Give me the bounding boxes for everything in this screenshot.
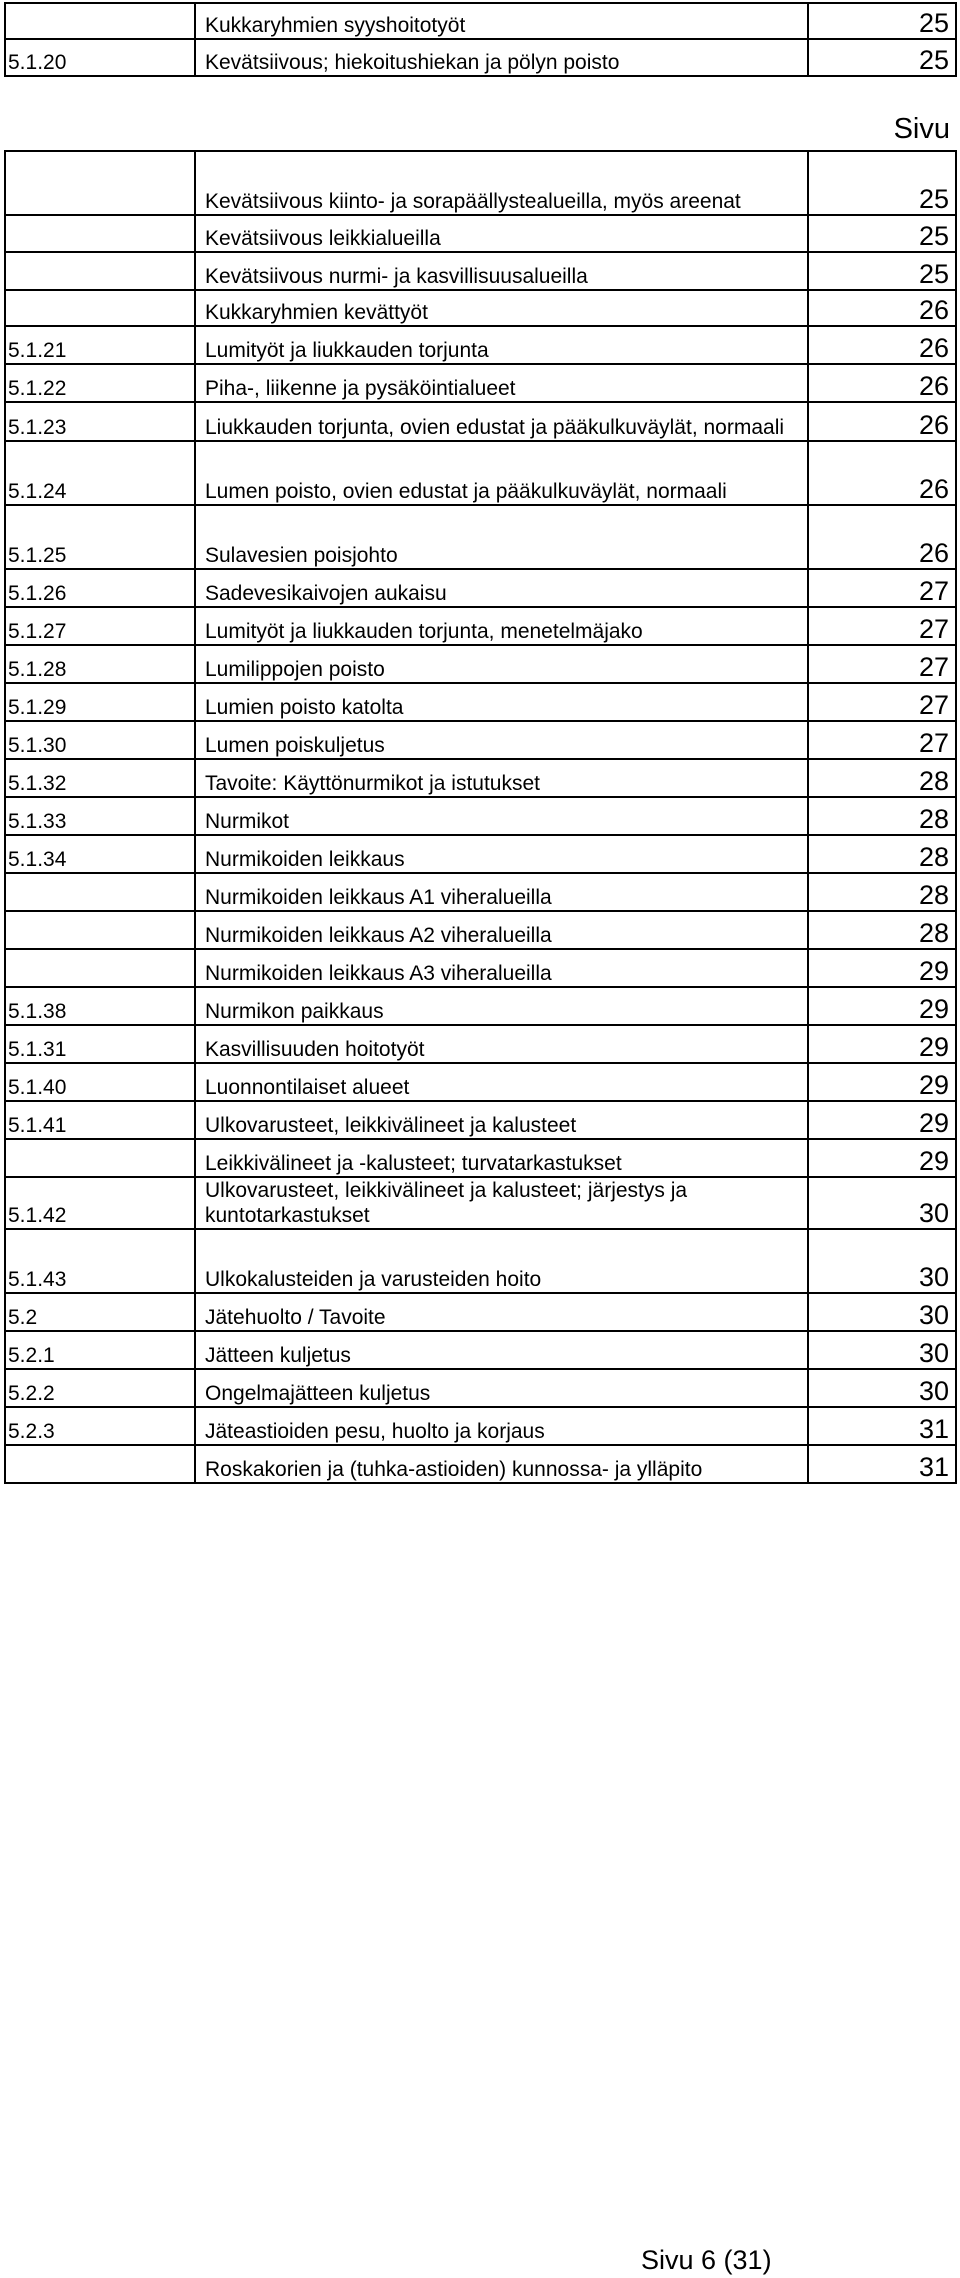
section-number: 5.1.20 xyxy=(5,39,195,76)
toc-row xyxy=(5,441,956,505)
toc-row xyxy=(5,1369,956,1407)
section-number xyxy=(5,252,195,290)
page-number: 30 xyxy=(808,1369,956,1407)
section-number: 5.2.3 xyxy=(5,1407,195,1445)
page-footer: Sivu 6 (31) xyxy=(641,2245,772,2275)
section-number xyxy=(5,1139,195,1177)
section-title: Ulkovarusteet, leikkivälineet ja kalusteet xyxy=(195,1101,808,1139)
page-number: 29 xyxy=(808,1025,956,1063)
page-number: 31 xyxy=(808,1407,956,1445)
page-number: 28 xyxy=(808,911,956,949)
section-title: Ongelmajätteen kuljetus xyxy=(195,1369,808,1407)
toc-row xyxy=(5,364,956,402)
section-number: 5.1.28 xyxy=(5,645,195,683)
toc-table-main xyxy=(4,150,957,1484)
section-title: Nurmikon paikkaus xyxy=(195,987,808,1025)
toc-row xyxy=(5,215,956,252)
section-number: 5.1.38 xyxy=(5,987,195,1025)
section-title: Sadevesikaivojen aukaisu xyxy=(195,569,808,607)
toc-row xyxy=(5,1101,956,1139)
section-title: Leikkivälineet ja -kalusteet; turvatarkastukset xyxy=(195,1139,808,1177)
page-number: 30 xyxy=(808,1331,956,1369)
section-number: 5.1.33 xyxy=(5,797,195,835)
toc-row xyxy=(5,645,956,683)
section-number xyxy=(5,3,195,39)
page-number: 26 xyxy=(808,364,956,402)
page-number: 26 xyxy=(808,402,956,441)
toc-row xyxy=(5,987,956,1025)
toc-row xyxy=(5,151,956,215)
toc-row xyxy=(5,759,956,797)
page-number: 28 xyxy=(808,759,956,797)
section-title: Nurmikoiden leikkaus xyxy=(195,835,808,873)
section-title: Liukkauden torjunta, ovien edustat ja pääkulkuväylät, normaali xyxy=(195,402,808,441)
toc-row xyxy=(5,721,956,759)
section-title: Jätehuolto / Tavoite xyxy=(195,1293,808,1331)
toc-row xyxy=(5,1229,956,1293)
section-number xyxy=(5,1445,195,1483)
section-title: Jätteen kuljetus xyxy=(195,1331,808,1369)
toc-row xyxy=(5,252,956,290)
section-title: Nurmikoiden leikkaus A3 viheralueilla xyxy=(195,949,808,987)
toc-row xyxy=(5,1293,956,1331)
page-number: 29 xyxy=(808,987,956,1025)
toc-row xyxy=(5,1331,956,1369)
section-title: Roskakorien ja (tuhka-astioiden) kunnossa- ja ylläpito xyxy=(195,1445,808,1483)
toc-row xyxy=(5,1177,956,1229)
section-title: Ulkokalusteiden ja varusteiden hoito xyxy=(195,1229,808,1293)
section-number: 5.1.42 xyxy=(5,1177,195,1229)
page-number: 30 xyxy=(808,1177,956,1229)
page-number: 27 xyxy=(808,569,956,607)
section-number: 5.1.29 xyxy=(5,683,195,721)
page-number: 26 xyxy=(808,441,956,505)
section-title: Kasvillisuuden hoitotyöt xyxy=(195,1025,808,1063)
section-title: Sulavesien poisjohto xyxy=(195,505,808,569)
section-number: 5.1.31 xyxy=(5,1025,195,1063)
page-number: 25 xyxy=(808,252,956,290)
toc-row xyxy=(5,683,956,721)
toc-row xyxy=(5,1445,956,1483)
section-number: 5.1.21 xyxy=(5,326,195,364)
section-number xyxy=(5,911,195,949)
section-number: 5.1.40 xyxy=(5,1063,195,1101)
section-number: 5.1.41 xyxy=(5,1101,195,1139)
section-title: Kevätsiivous nurmi- ja kasvillisuusalueilla xyxy=(195,252,808,290)
toc-row xyxy=(5,911,956,949)
section-number xyxy=(5,151,195,215)
section-title: Kevätsiivous kiinto- ja sorapäällystealueilla, myös areenat xyxy=(195,151,808,215)
section-title: Kukkaryhmien kevättyöt xyxy=(195,290,808,326)
page-number: 27 xyxy=(808,607,956,645)
page-number: 29 xyxy=(808,1139,956,1177)
toc-row xyxy=(5,326,956,364)
section-title: Piha-, liikenne ja pysäköintialueet xyxy=(195,364,808,402)
toc-table-top xyxy=(4,2,957,77)
section-number: 5.1.26 xyxy=(5,569,195,607)
toc-row xyxy=(5,873,956,911)
section-title: Lumien poisto katolta xyxy=(195,683,808,721)
page-number: 28 xyxy=(808,797,956,835)
section-number: 5.1.34 xyxy=(5,835,195,873)
page-number: 30 xyxy=(808,1293,956,1331)
section-number: 5.2.1 xyxy=(5,1331,195,1369)
toc-row xyxy=(5,835,956,873)
page-number: 26 xyxy=(808,290,956,326)
page-number: 26 xyxy=(808,326,956,364)
section-number: 5.1.43 xyxy=(5,1229,195,1293)
toc-row xyxy=(5,607,956,645)
page-number: 29 xyxy=(808,949,956,987)
page-number: 28 xyxy=(808,873,956,911)
section-title: Lumen poiskuljetus xyxy=(195,721,808,759)
section-title: Kukkaryhmien syyshoitotyöt xyxy=(195,3,808,39)
toc-row xyxy=(5,1407,956,1445)
page-number: 27 xyxy=(808,645,956,683)
section-title: Kevätsiivous leikkialueilla xyxy=(195,215,808,252)
section-title: Nurmikoiden leikkaus A1 viheralueilla xyxy=(195,873,808,911)
toc-row xyxy=(5,797,956,835)
section-title: Kevätsiivous; hiekoitushiekan ja pölyn poisto xyxy=(195,39,808,76)
page-number: 25 xyxy=(808,39,956,76)
section-number: 5.1.32 xyxy=(5,759,195,797)
section-number: 5.1.23 xyxy=(5,402,195,441)
section-number xyxy=(5,949,195,987)
toc-row xyxy=(5,1025,956,1063)
section-title: Jäteastioiden pesu, huolto ja korjaus xyxy=(195,1407,808,1445)
page-number: 25 xyxy=(808,3,956,39)
section-number: 5.1.30 xyxy=(5,721,195,759)
section-title: Nurmikot xyxy=(195,797,808,835)
toc-row xyxy=(5,1139,956,1177)
page-number: 31 xyxy=(808,1445,956,1483)
toc-row xyxy=(5,3,956,39)
section-number xyxy=(5,873,195,911)
section-number: 5.1.24 xyxy=(5,441,195,505)
page-number: 25 xyxy=(808,215,956,252)
section-number xyxy=(5,290,195,326)
toc-row xyxy=(5,290,956,326)
toc-row xyxy=(5,1063,956,1101)
section-title: Lumilippojen poisto xyxy=(195,645,808,683)
page-number: 27 xyxy=(808,683,956,721)
toc-row xyxy=(5,949,956,987)
toc-row xyxy=(5,569,956,607)
toc-row xyxy=(5,505,956,569)
page-number: 27 xyxy=(808,721,956,759)
section-number: 5.2 xyxy=(5,1293,195,1331)
section-number: 5.1.25 xyxy=(5,505,195,569)
toc-row xyxy=(5,402,956,441)
page-number: 30 xyxy=(808,1229,956,1293)
page-number: 26 xyxy=(808,505,956,569)
page-number: 28 xyxy=(808,835,956,873)
page-number: 29 xyxy=(808,1101,956,1139)
section-title: Luonnontilaiset alueet xyxy=(195,1063,808,1101)
section-number: 5.1.27 xyxy=(5,607,195,645)
section-number xyxy=(5,215,195,252)
page-column-header: Sivu xyxy=(893,113,950,145)
section-title: Lumityöt ja liukkauden torjunta, menetelmäjako xyxy=(195,607,808,645)
section-title: Tavoite: Käyttönurmikot ja istutukset xyxy=(195,759,808,797)
section-number: 5.1.22 xyxy=(5,364,195,402)
section-title: Lumityöt ja liukkauden torjunta xyxy=(195,326,808,364)
page-number: 29 xyxy=(808,1063,956,1101)
section-title: Lumen poisto, ovien edustat ja pääkulkuväylät, normaali xyxy=(195,441,808,505)
section-title: Nurmikoiden leikkaus A2 viheralueilla xyxy=(195,911,808,949)
page-number: 25 xyxy=(808,151,956,215)
section-title: Ulkovarusteet, leikkivälineet ja kalusteet; järjestys ja kuntotarkastukset xyxy=(195,1177,808,1229)
section-number: 5.2.2 xyxy=(5,1369,195,1407)
toc-row xyxy=(5,39,956,76)
